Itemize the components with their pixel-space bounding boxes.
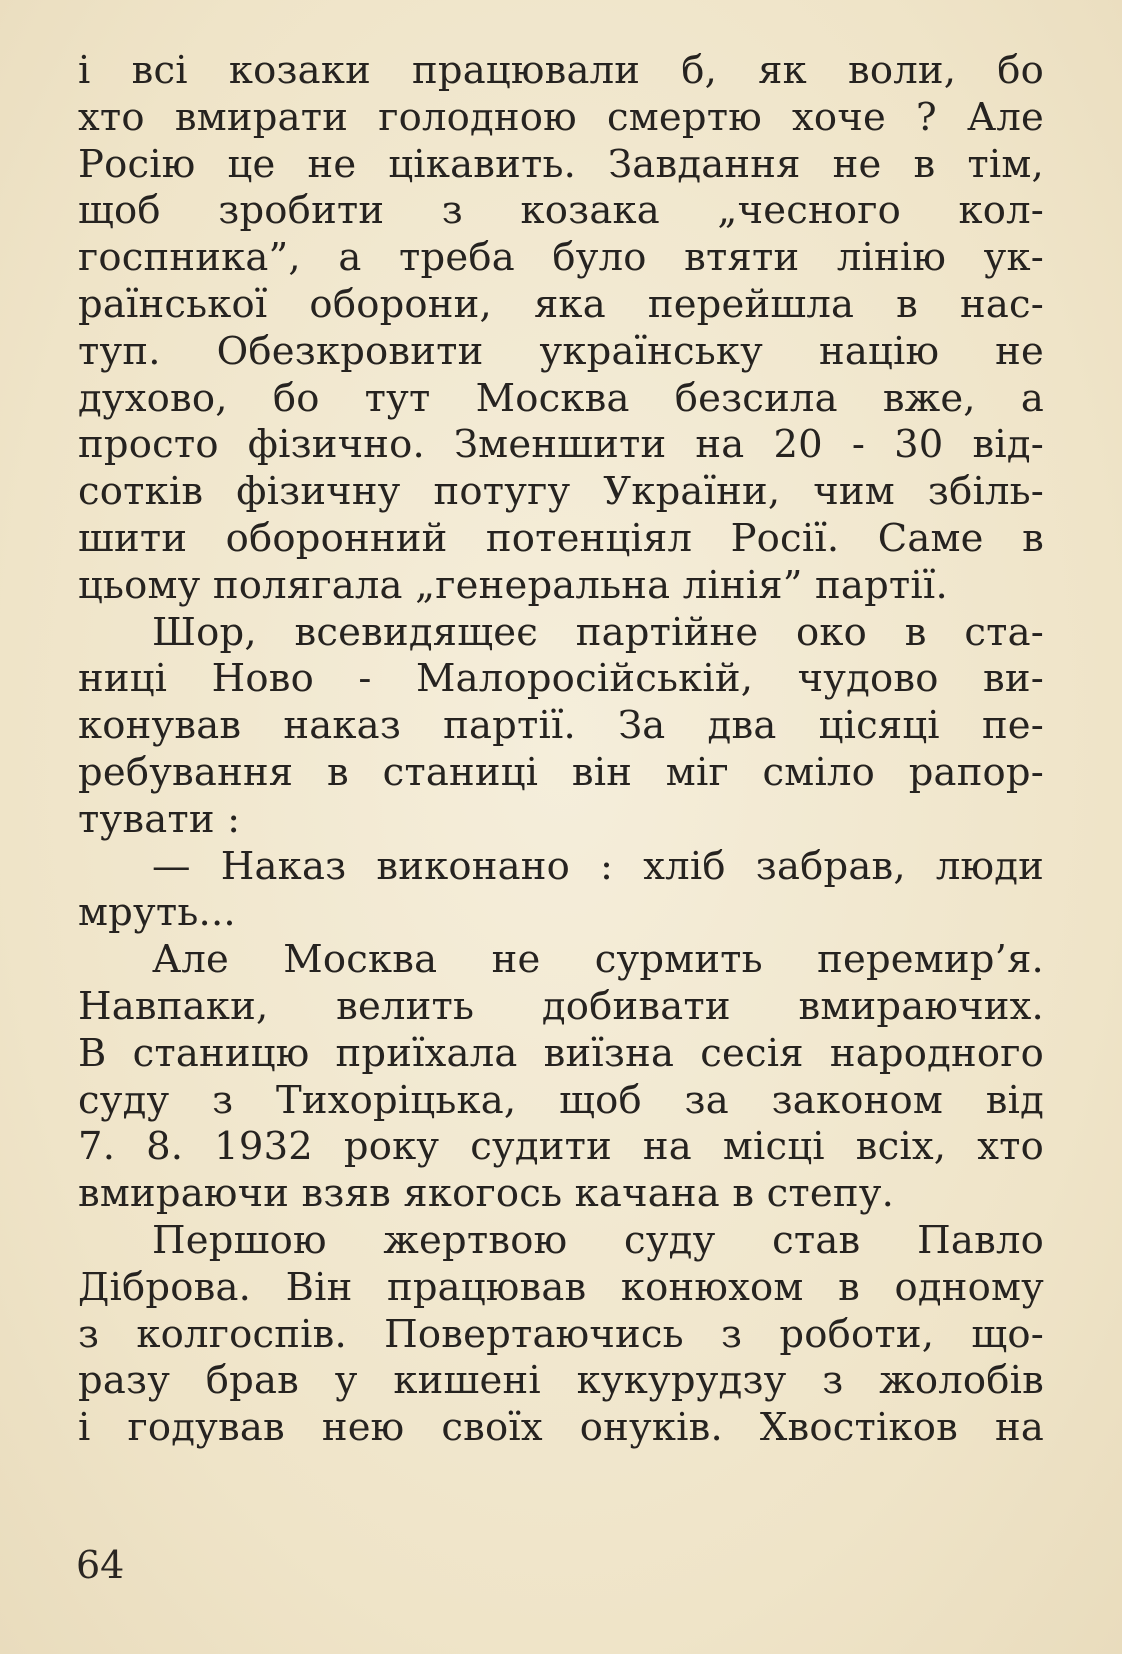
paragraph	[78, 844, 1044, 938]
text-line: 7. 8. 1932 року судити на місці всіх, хто	[78, 1124, 1044, 1170]
text-line: раїнської оборони, яка перейшла в нас-	[78, 281, 1044, 327]
text-line: туп. Обезкровити українську націю не	[78, 328, 1044, 374]
text-line: — Наказ виконано : хліб забрав, люди	[152, 843, 1044, 889]
text-line: і всі козаки працювали б, як воли, бо	[78, 48, 1044, 93]
text-line: тувати :	[78, 796, 241, 842]
body-text	[78, 48, 1044, 1452]
text-line: Росію це не цікавить. Завдання не в тім,	[78, 141, 1044, 187]
text-line: конував наказ партії. За два цісяці пе-	[78, 703, 1044, 749]
text-line: госпника”, а треба було втяти лінію ук-	[78, 235, 1044, 281]
text-line: цьому полягала „генеральна лінія” партії.	[78, 562, 948, 608]
text-line: разу брав у кишені кукурудзу з жолобів	[78, 1358, 1044, 1404]
text-line: з колгоспів. Повертаючись з роботи, що-	[78, 1311, 1044, 1357]
text-line: духово, бо тут Москва безсила вже, а	[78, 375, 1044, 421]
paragraph	[78, 48, 1044, 610]
text-line: вмираючи взяв якогось качана в степу.	[78, 1171, 895, 1217]
paragraph	[78, 1218, 1044, 1452]
paragraph	[78, 937, 1044, 1218]
text-line: шити оборонний потенціял Росії. Саме в	[78, 515, 1044, 561]
text-line: ребування в станиці він міг сміло рапор-	[78, 749, 1044, 795]
text-line: В станицю приїхала виїзна сесія народного	[78, 1030, 1044, 1076]
text-line: ниці Ново - Малоросійській, чудово ви-	[78, 656, 1044, 702]
text-line: Діброва. Він працював конюхом в одному	[78, 1264, 1044, 1310]
paragraph	[78, 610, 1044, 844]
text-line: мруть...	[78, 890, 236, 936]
text-line: Але Москва не сурмить перемир’я.	[152, 937, 1044, 983]
text-line: просто фізично. Зменшити на 20 - 30 від-	[78, 422, 1044, 468]
text-line: суду з Тихоріцька, щоб за законом від	[78, 1077, 1044, 1123]
text-line: Навпаки, велить добивати вмираючих.	[78, 983, 1044, 1029]
text-line: хто вмирати голодною смертю хоче ? Але	[78, 94, 1044, 140]
text-line: сотків фізичну потугу України, чим збіль-	[78, 469, 1044, 515]
page-number: 64	[76, 1543, 125, 1587]
text-line: щоб зробити з козака „чесного кол-	[78, 188, 1044, 234]
text-line: і годував нею своїх онуків. Хвостіков на	[78, 1405, 1044, 1451]
text-line: Першою жертвою суду став Павло	[152, 1217, 1044, 1263]
text-line: Шор, всевидящеє партійне око в ста-	[152, 609, 1044, 655]
